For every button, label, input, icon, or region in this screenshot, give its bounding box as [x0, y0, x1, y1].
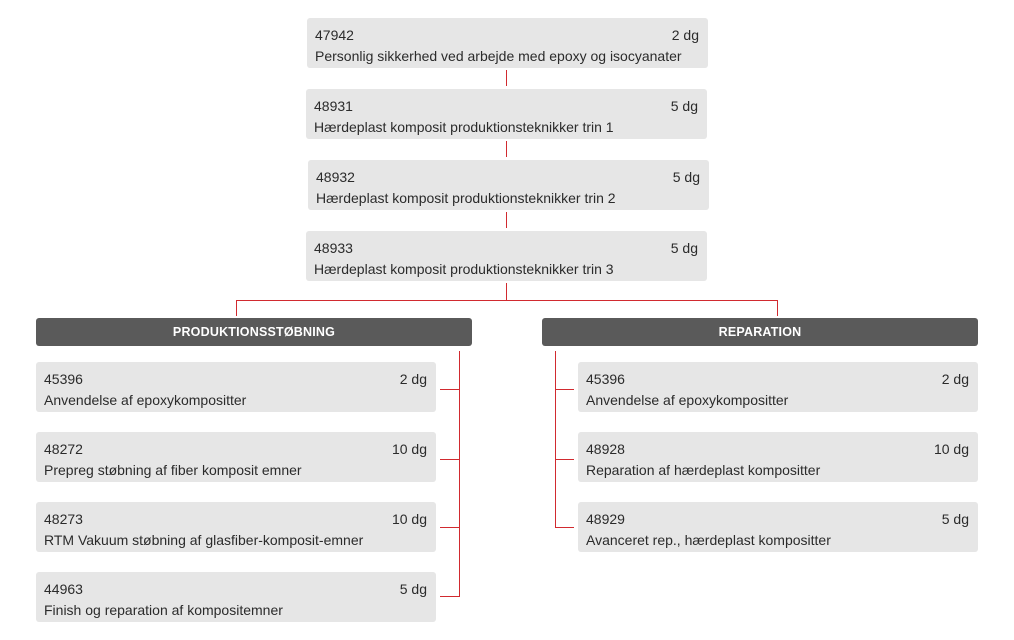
course-duration: 5 dg [670, 240, 698, 256]
course-code: 48933 [314, 240, 353, 256]
course-box[interactable] [308, 160, 709, 210]
course-code: 47942 [315, 27, 354, 43]
connector-line [555, 351, 556, 527]
course-code: 44963 [44, 581, 83, 597]
course-duration: 5 dg [941, 511, 969, 527]
connector-line [506, 141, 507, 157]
course-box[interactable] [578, 432, 978, 482]
connector-line [236, 300, 237, 316]
connector-line [440, 596, 459, 597]
connector-line [506, 212, 507, 228]
course-title: Prepreg støbning af fiber komposit emner [44, 462, 302, 478]
course-duration: 5 dg [670, 98, 698, 114]
connector-line [236, 300, 778, 301]
course-duration: 10 dg [391, 441, 427, 457]
connector-line [440, 389, 459, 390]
connector-line [555, 459, 574, 460]
connector-line [506, 283, 507, 300]
course-duration: 10 dg [391, 511, 427, 527]
course-code: 45396 [586, 371, 625, 387]
course-code: 45396 [44, 371, 83, 387]
course-code: 48929 [586, 511, 625, 527]
course-title: Anvendelse af epoxykompositter [586, 392, 789, 408]
course-title: RTM Vakuum støbning af glasfiber-komposit-emner [44, 532, 364, 548]
connector-line [506, 70, 507, 86]
course-duration: 2 dg [399, 371, 427, 387]
course-title: Reparation af hærdeplast kompositter [586, 462, 821, 478]
course-title: Hærdeplast komposit produktionsteknikker trin 2 [316, 190, 616, 206]
course-box[interactable] [36, 572, 436, 622]
branch-header-produktionsstobning[interactable]: PRODUKTIONSSTØBNING [36, 318, 472, 346]
connector-line [440, 459, 459, 460]
course-box[interactable] [306, 89, 707, 139]
course-title: Hærdeplast komposit produktionsteknikker trin 1 [314, 119, 614, 135]
connector-line [555, 527, 574, 528]
course-duration: 10 dg [933, 441, 969, 457]
course-title: Finish og reparation af kompositemner [44, 602, 283, 618]
course-duration: 2 dg [941, 371, 969, 387]
connector-line [440, 527, 459, 528]
course-title: Hærdeplast komposit produktionsteknikker trin 3 [314, 261, 614, 277]
course-box[interactable] [578, 502, 978, 552]
course-code: 48931 [314, 98, 353, 114]
course-title: Anvendelse af epoxykompositter [44, 392, 247, 408]
course-box[interactable] [36, 432, 436, 482]
course-code: 48273 [44, 511, 83, 527]
course-box[interactable] [306, 231, 707, 281]
course-code: 48932 [316, 169, 355, 185]
course-title: Avanceret rep., hærdeplast kompositter [586, 532, 831, 548]
connector-line [459, 351, 460, 597]
branch-header-reparation[interactable]: REPARATION [542, 318, 978, 346]
course-box[interactable] [307, 18, 708, 68]
connector-line [777, 300, 778, 316]
connector-line [555, 389, 574, 390]
course-duration: 5 dg [672, 169, 700, 185]
course-title: Personlig sikkerhed ved arbejde med epoxy og isocyanater [315, 48, 682, 64]
course-duration: 5 dg [399, 581, 427, 597]
course-duration: 2 dg [671, 27, 699, 43]
course-box[interactable] [36, 502, 436, 552]
course-code: 48272 [44, 441, 83, 457]
course-box[interactable] [578, 362, 978, 412]
course-code: 48928 [586, 441, 625, 457]
course-box[interactable] [36, 362, 436, 412]
